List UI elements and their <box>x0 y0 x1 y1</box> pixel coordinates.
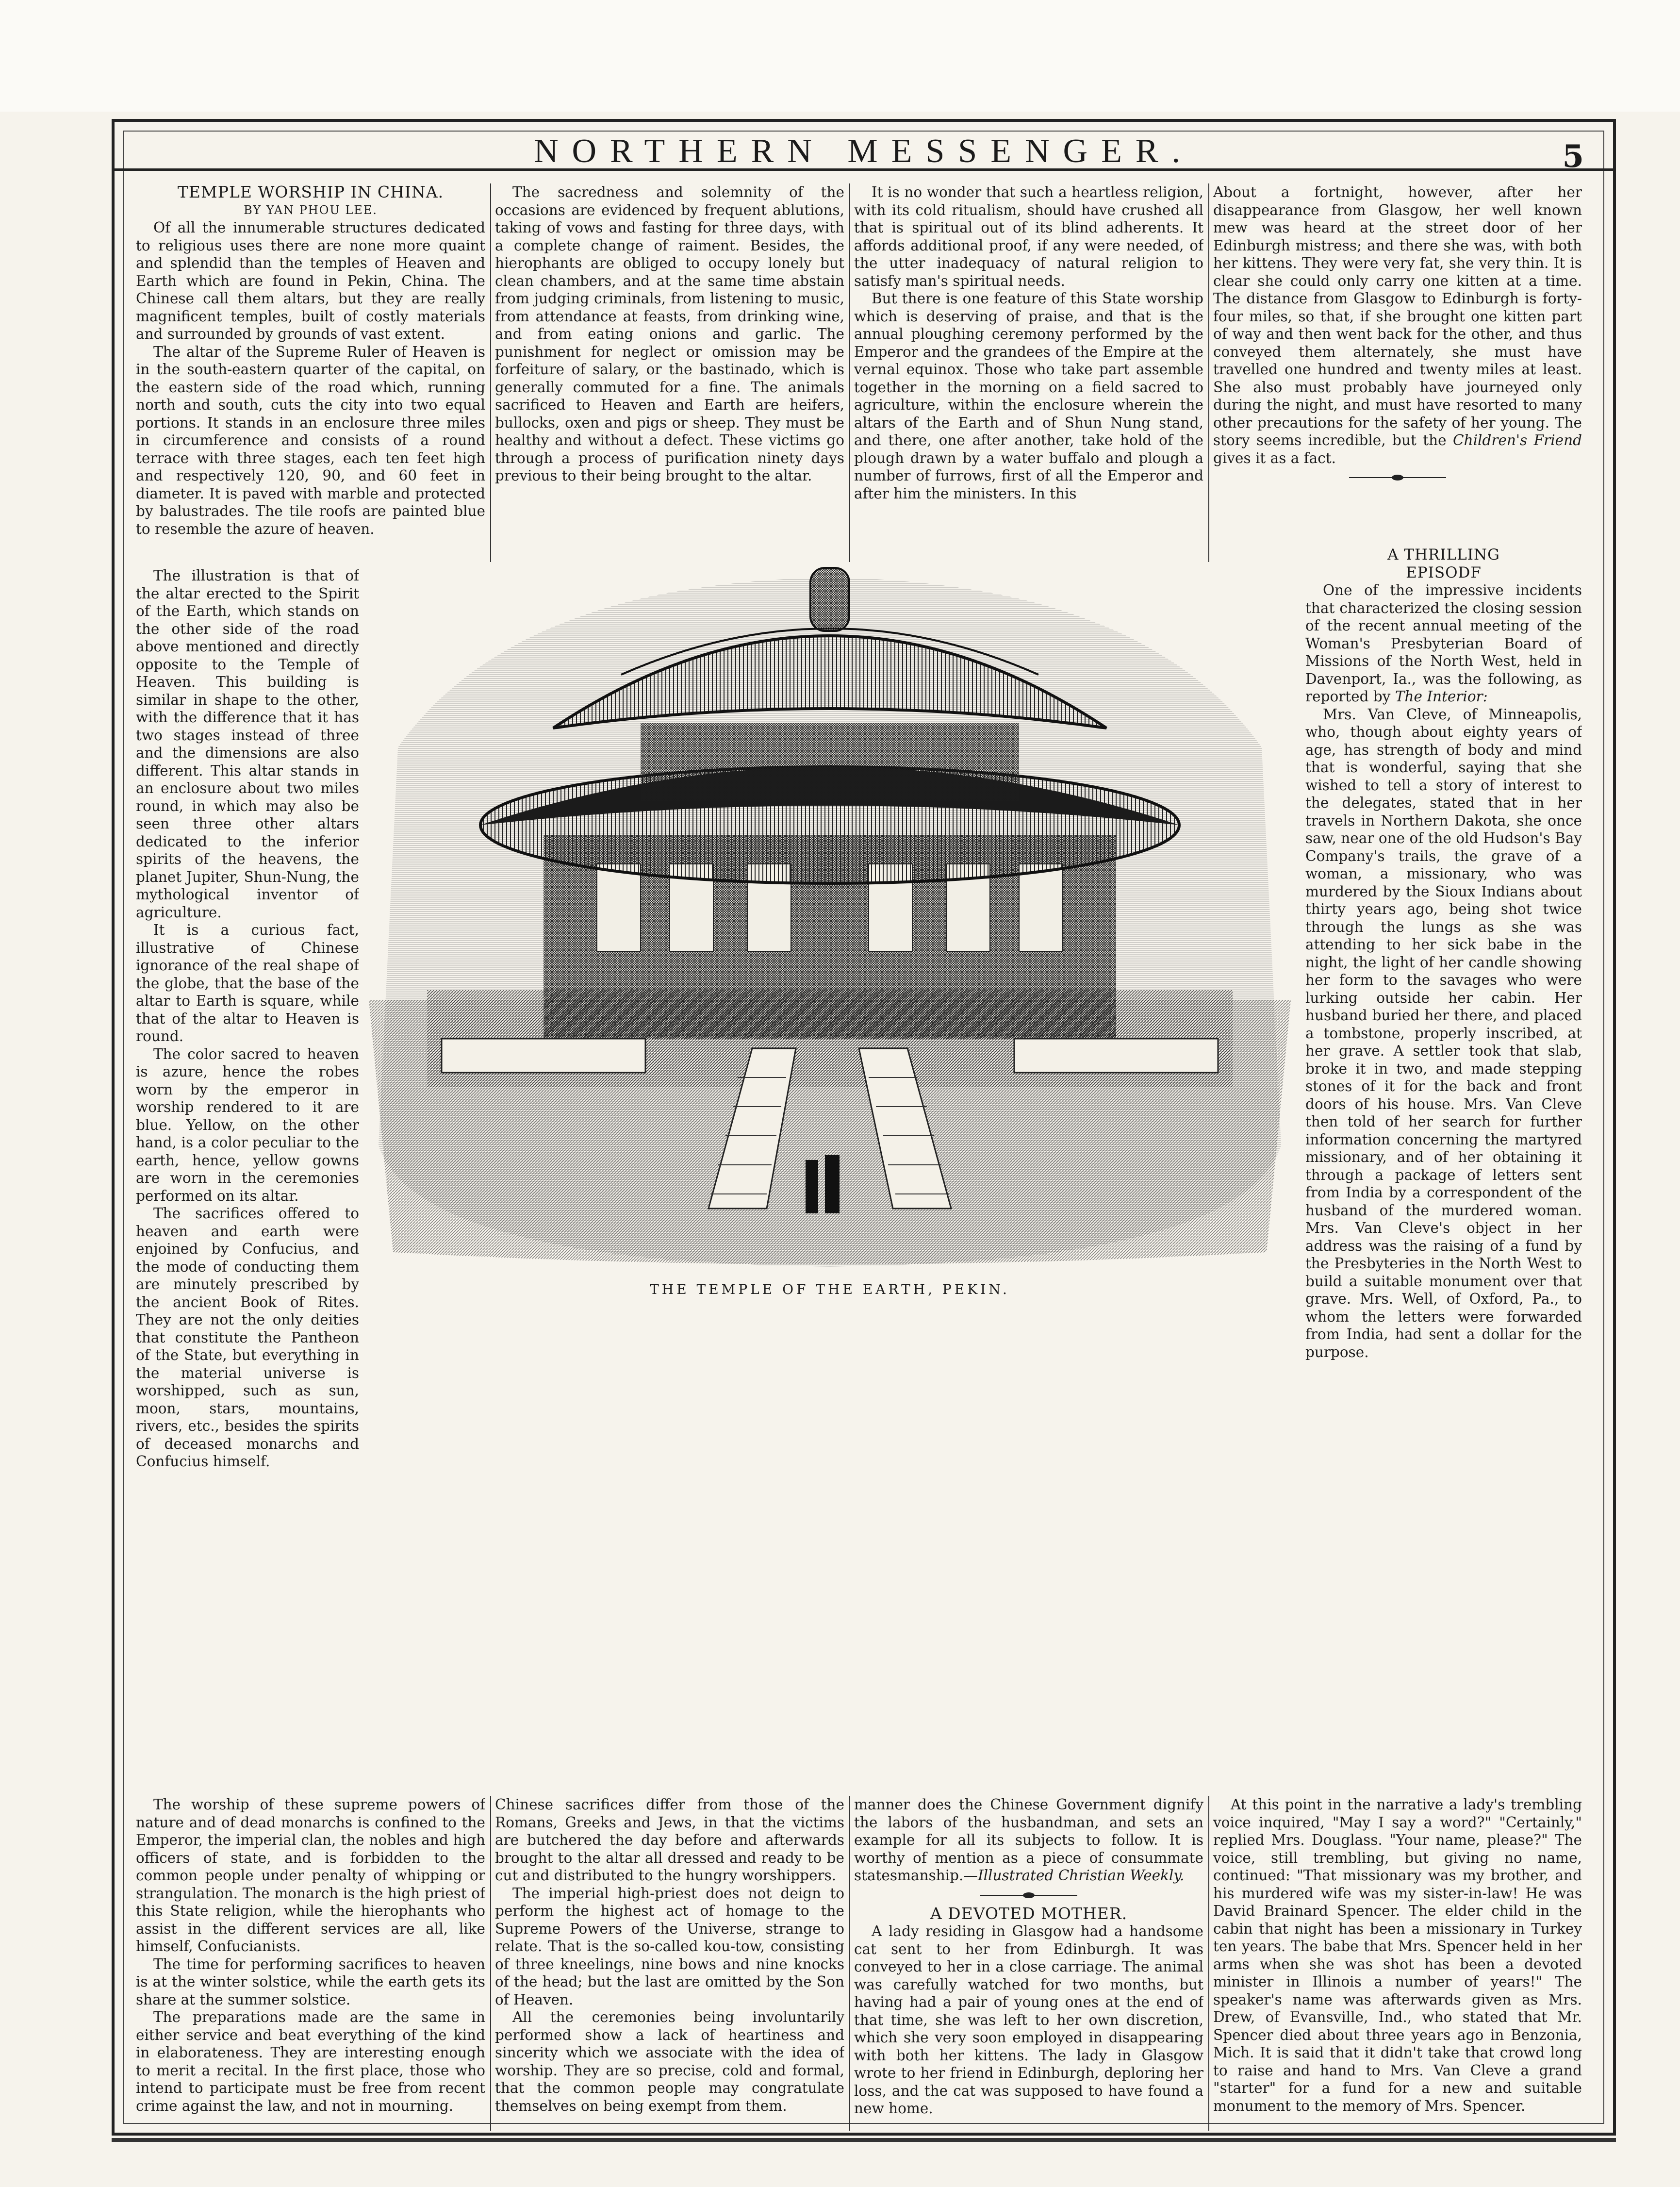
column-rule <box>1208 183 1209 562</box>
illustration-caption: THE TEMPLE OF THE EARTH, PEKIN. <box>650 1281 1010 1297</box>
episode-intro: One of the impressive incidents that characterized the closing session of the recent annual meeting of the Woman's Presbyterian Board of Missions of the North West, held in Davenport, Ia., was the following, as reported by <box>1305 582 1582 705</box>
paragraph: The illustration is that of the altar erected to the Spirit of the Earth, which stands on the other side of the road above mentioned and directly opposite to the Temple of Heaven. This building is similar in shape to the other, with the difference that it has two stages instead of three and the dimensions are also different. This altar stands in an enclosure about two miles round, in which may also be seen three other altars dedicated to the inferior spirits of the heavens, the planet Jupiter, Shun-Nung, the mythological inventor of agriculture. <box>136 567 359 921</box>
paragraph: It is no wonder that such a heartless religion, with its cold ritualism, should have crushed all that is spiritual out of its blind adherents. It affords additional proof, if any were needed, of the utter inadequacy of natural religion to satisfy man's spiritual needs. <box>854 184 1203 289</box>
section-divider <box>980 1892 1077 1898</box>
article-title-temple: TEMPLE WORSHIP IN CHINA. <box>177 183 444 201</box>
paragraph: At this point in the narrative a lady's trembling voice inquired, "May I say a word?" "Certainly," replied Mrs. Douglass. "Your name, please?" The voice, still trembling, but giving no name, continued: "That missionary was my brother, and his murdered wife was my sister-in-law! He was David Brainard Spencer. The elder child in the cabin that night has been a missionary in Turkey ten years. The babe that Mrs. Spencer held in her arms when she was shot has been a devoted minister in Illinois a number of years!" The speaker's name was afterwards given as Mrs. Drew, of Evansville, Ind., who stated that Mr. Spencer died about three years ago in Benzonia, Mich. It is said that it didn't take that crowd long to raise and hand to Mrs. Van Cleve a grand "starter" for a fund for a new and suitable monument to the memory of Mrs. Spencer. <box>1213 1796 1582 2114</box>
article-title-cat: A DEVOTED MOTHER. <box>930 1904 1128 1923</box>
paragraph: The time for performing sacrifices to heaven is at the winter solstice, while the earth gets its share at the summer solstice. <box>136 1955 485 2008</box>
temple-end: manner does the Chinese Government dignify the labors of the husbandman, and sets an example for all its subjects to follow. It is worthy of mention as a piece of consummate statesmanship. <box>854 1796 1203 1884</box>
section-divider <box>1349 475 1446 480</box>
paragraph: Chinese sacrifices differ from those of the Romans, Greeks and Jews, in that the victims are butchered the day before and afterwards brought to the altar all dressed and ready to be cut and distributed to the hungry worshippers. <box>495 1796 844 1884</box>
paragraph <box>1213 183 1582 467</box>
column-rule <box>490 183 491 562</box>
column-rule <box>1208 1796 1209 2131</box>
paragraph <box>1305 581 1582 706</box>
column-1-upper <box>136 183 485 567</box>
column-4-lower <box>1213 1796 1582 2131</box>
article-byline: BY YAN PHOU LEE. <box>244 203 378 217</box>
paragraph: The color sacred to heaven is azure, hence the robes worn by the emperor in worship rendered to it are blue. Yellow, on the other hand, is a color peculiar to the earth, hence, yellow gowns are worn in the ceremonies performed on its altar. <box>136 1045 359 1204</box>
paragraph: The sacrifices offered to heaven and earth were enjoined by Confucius, and the mode of conducting them are minutely prescribed by the ancient Book of Rites. They are not the only deities that constitute the Pantheon of the State, but everything in the material universe is worshipped, such as sun, moon, stars, mountains, rivers, etc., besides the spirits of deceased monarchs and Confucius himself. <box>136 1205 359 1470</box>
column-rule <box>849 183 850 562</box>
article-title-episode-2: EPISODF <box>1406 563 1482 581</box>
cat-story-continued: About a fortnight, however, after her disappearance from Glasgow, her well known mew was heard at the street door of her Edinburgh mistress; and there she was, with both her kittens. They were very fat, she very thin. It is clear she could only carry one kitten at a time. The distance from Glasgow to Edinburgh is forty-four miles, so that, if she brought one kitten part of way and then went back for the other, and thus conveyed them alternately, she must have travelled one hundred and twenty miles at least. She also must probably have journeyed only during the night, and must have resorted to many other precautions for the safety of her young. The story seems incredible, but the <box>1213 184 1582 448</box>
paragraph: The sacredness and solemnity of the occasions are evidenced by frequent ablutions, taking of vows and fasting for three days, with a complete change of raiment. Besides, the hierophants are obliged to occupy lonely but clean chambers, and at the same time abstain from judging criminals, from listening to music, from attendance at feasts, from drinking wine, and from eating onions and garlic. The punishment for neglect or omission may be forfeiture of salary, or the bastinado, which is generally commuted for a fine. The animals sacrificed to Heaven and Earth are heifers, bullocks, oxen and pigs or sheep. They must be healthy and without a defect. These victims go through a process of purification ninety days previous to their being brought to the altar. <box>495 184 844 484</box>
page-bottom-rule <box>112 2138 1616 2142</box>
page-number: 5 <box>1562 138 1584 175</box>
column-1-lower <box>136 1796 485 2131</box>
masthead <box>115 133 1613 175</box>
column-2-lower <box>495 1796 844 2131</box>
paragraph <box>854 1796 1203 1885</box>
paragraph: But there is one feature of this State worship which is deserving of praise, and that is the annual ploughing ceremony performed by the Emperor and the grandees of the Empire at the vernal equinox. Those who take part assemble together in the morning on a field sacred to agriculture, within the enclosure wherein the altars of the Earth and of Shun Nung stand, and there, one after another, take hold of the plough drawn by a water buffalo and plough a number of furrows, first of all the Emperor and after him the ministers. In this <box>854 290 1203 502</box>
page-top-margin <box>0 0 1680 112</box>
column-rule <box>849 1796 850 2131</box>
column-4-narrow <box>1305 546 1582 1803</box>
column-rule <box>490 1796 491 2131</box>
paragraph: A lady residing in Glasgow had a handsome cat sent to her from Edinburgh. It was conveyed to her in a close carriage. The animal was carefully watched for two months, but having had a pair of young ones at the end of that time, she was left to her own discretion, which she very soon employed in disappearing with both her kittens. The lady in Glasgow wrote to her friend in Edinburgh, deploring her loss, and the cat was supposed to have found a new home. <box>854 1923 1203 2117</box>
cat-story-end: gives it as a fact. <box>1213 449 1336 466</box>
temple-engraving <box>369 563 1291 1272</box>
paragraph: All the ceremonies being involuntarily performed show a lack of heartiness and sincerity which we associate with the idea of worship. They are so precise, cold and formal, that the common people may congratulate themselves on being exempt from them. <box>495 2009 844 2114</box>
column-1-narrow <box>136 567 359 1795</box>
episode-source: The Interior: <box>1395 688 1488 705</box>
column-4-upper <box>1213 183 1582 552</box>
paragraph: The preparations made are the same in either service and beat everything of the kind in elaborateness. They are interesting enough to merit a recital. In the first place, those who intend to participate must be free from recent crime against the law, and not in mourning. <box>136 2009 485 2114</box>
paragraph: Mrs. Van Cleve, of Minneapolis, who, though about eighty years of age, has strength of body and mind that is wonderful, saying that she wished to tell a story of interest to the delegates, stated that in her travels in Northern Dakota, she once saw, near one of the old Hudson's Bay Company's trails, the grave of a woman, a missionary, who was murdered by the Sioux Indians about thirty years ago, being shot twice through the lungs as she was attending to her sick babe in the night, the light of her candle showing her form to the savages who were lurking outside her cabin. Her husband buried her there, and placed a tombstone, properly inscribed, at her grave. A settler took that slab, broke it in two, and made stepping stones of it for the back and front doors of his house. Mrs. Van Cleve then told of her search for further information concerning the martyred missionary, and of her obtaining it through a package of letters sent from India by a correspondent of the husband of the murdered woman. Mrs. Van Cleve's object in her address was the raising of a fund by the Presbyteries in the North West to build a suitable monument over that grave. Mrs. Well, of Oxford, Pa., to whom the letters were forwarded from India, had sent a dollar for the purpose. <box>1305 706 1582 1360</box>
column-2-upper <box>495 183 844 562</box>
column-3-lower <box>854 1796 1203 2131</box>
paragraph: Of all the innumerable structures dedicated to religious uses there are none more quaint and splendid than the temples of Heaven and Earth which are found in Pekin, China. The Chinese call them altars, but they are really magnificent temples, built of costly materials and surrounded by grounds of vast extent. <box>136 219 485 342</box>
article-title-episode-1: A THRILLING <box>1387 546 1500 563</box>
paragraph: The worship of these supreme powers of nature and of dead monarchs is confined to the Emperor, the imperial clan, the nobles and high officers of state, and is forbidden to the common people under penalty of whipping or strangulation. The monarch is the high priest of this State religion, while the hierophants who assist in the different services are all, like himself, Confucianists. <box>136 1796 485 1955</box>
column-3-upper <box>854 183 1203 562</box>
paragraph: The altar of the Supreme Ruler of Heaven is in the south-eastern quarter of the capital, on the eastern side of the road which, running north and south, cuts the city into two equal portions. It stands in an enclosure three miles in circumference and consists of a round terrace with three stages, each ten feet high and respectively 120, 90, and 60 feet in diameter. It is paved with marble and protected by balustrades. The tile roofs are painted blue to resemble the azure of heaven. <box>136 343 485 537</box>
temple-source: —Illustrated Christian Weekly. <box>963 1867 1185 1884</box>
paragraph: It is a curious fact, illustrative of Chinese ignorance of the real shape of the globe, that the base of the altar to Earth is square, while that of the altar to Heaven is round. <box>136 922 359 1044</box>
masthead-title: NORTHERN MESSENGER. <box>533 133 1194 170</box>
paragraph: The imperial high-priest does not deign to perform the highest act of homage to the Supreme Powers of the Universe, strange to relate. That is the so-called kou-tow, consisting of three kneelings, nine bows and nine knocks of the head; but the last are omitted by the Son of Heaven. <box>495 1885 844 2008</box>
cat-story-source: Children's Friend <box>1453 432 1582 448</box>
